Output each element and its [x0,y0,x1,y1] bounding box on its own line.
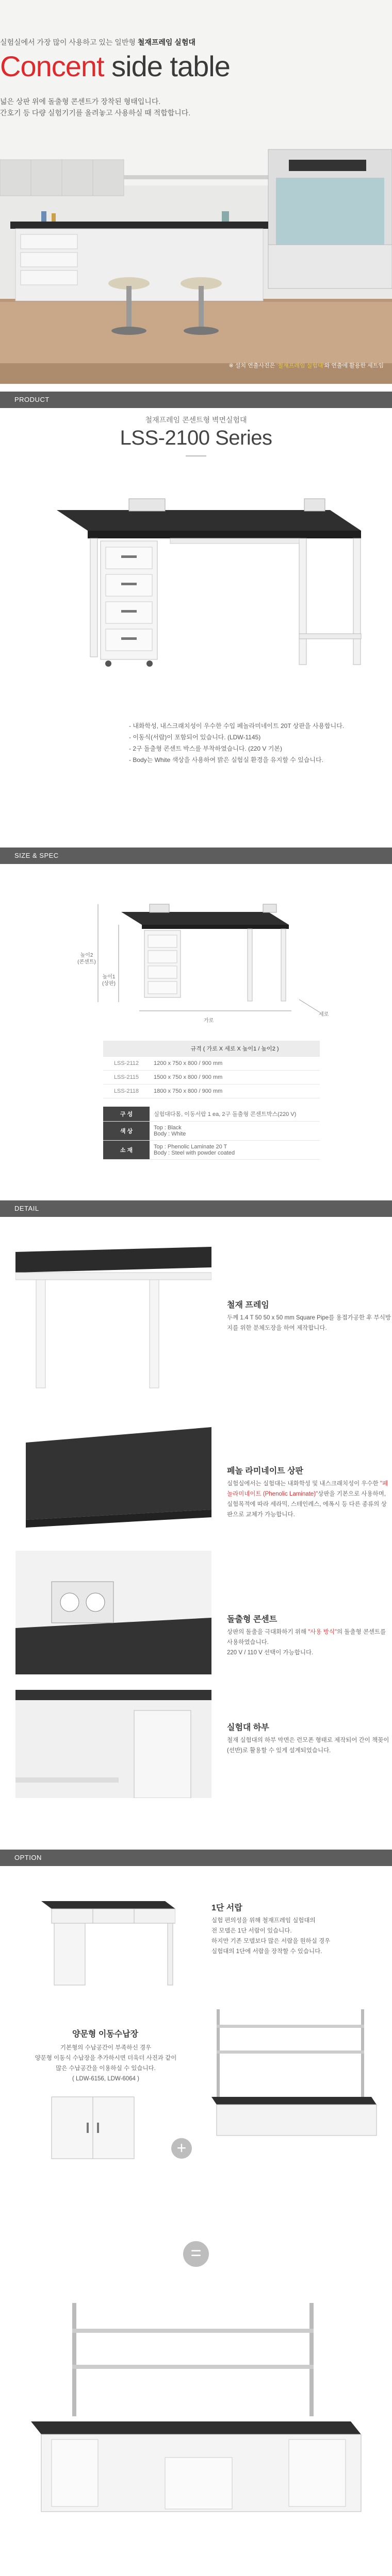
model-size: 1800 x 750 x 800 / 900 mm [150,1084,320,1098]
section-bar-detail: DETAIL [0,1200,392,1217]
table-row [103,1141,320,1160]
equals-symbol: = [183,2241,209,2267]
option-reagent-rack-image [206,2004,382,2138]
spec-info-table [103,1107,320,1160]
detail-title-outlet: 돌출형 콘센트 [227,1615,277,1624]
spec-size-table [103,1041,320,1098]
detail-top-image [15,1412,211,1530]
table-row [103,1122,320,1141]
detail-text-outlet [227,1627,392,1658]
section-bar-option: OPTION [0,1850,392,1866]
option-text-cabinet: 기본형의 수납공간이 부족하신 경우 양문형 이동식 수납장을 추가하시면 더욱더 사진과 같이 많은 수납공간을 이용하실 수 있습니다. ( LDW-6156, LDW-6064 ) [35,2045,177,2082]
detail-text-part: 의 돌출형 콘센트를 사용하였습니다. 220 V / 110 V 선택이 가능합니다. [227,1629,386,1656]
spec-info-value: Top : Phenolic Laminate 20 T Body : Steel with powder coated [150,1141,320,1160]
hero-note-suffix: 와 연출에 활용한 세트임 [324,363,384,369]
option-title-cabinet: 양문형 이동수납장 [72,2030,139,2039]
spec-table-header [103,1041,320,1057]
detail-text-lower: 철재 실험대의 하부 막면은 런모폰 형태로 제작되어 간이 책꽂이(선반)로 활용할 수 있게 설계되었습니다. [227,1737,389,1754]
hero-kicker-prefix: 실험실에서 가장 많이 사용하고 있는 일반형 [0,38,138,46]
hero-kicker-bold: 철재프레임 실험대 [137,38,195,46]
hero-note-highlight: '철재프레임 실험대' [276,363,324,369]
spec-info-value: Top : Black Body : White [150,1122,320,1141]
spec-info-label: 소 재 [103,1141,150,1160]
option-drawer-image [31,1886,175,1989]
detail-title-lower: 실험대 하부 [227,1723,269,1732]
hero-sub-line1: 넓은 상판 위에 돌출형 콘센트가 장착된 형태입니다. [0,97,161,106]
detail-text-part: 상판의 돌출을 극대화하기 위해 [227,1629,308,1635]
detail-frame-image [15,1236,211,1391]
hero-photo-note [229,361,384,369]
product-subtitle: 철재프레임 콘센트형 벽면실험대 [145,416,247,424]
table-row [103,1107,320,1122]
model-code: LSS-2118 [103,1084,150,1098]
hero-note-prefix: ※ 설치 연출사진은 [228,363,277,369]
detail-text-part: 상판을 기본으로 사용하며, 실험목적에 따라 세라믹, 스테인레스, 에폭시 등 다른 종류의 상판으로 교체가 가능합니다. [227,1491,387,1518]
option-title-drawer: 1단 서랍 [211,1904,242,1912]
section-bar-product: PRODUCT [0,392,392,408]
model-size: 1500 x 750 x 800 / 900 mm [150,1071,320,1084]
hero-title [0,49,392,83]
product-description [129,720,377,766]
product-title: LSS-2100 Series [120,427,272,449]
detail-outlet-image [15,1551,211,1674]
option-text-drawer: 실험 편의성을 위해 철재프레임 실험대의 전 모델은 1단 서랍이 있습니다. 하지만 기존 모델보다 많은 서랍을 원하실 경우 실험대의 1단에 서랍을 장착할 수 있습니다. [211,1918,331,1955]
dim-width-label: 가로 [204,1018,214,1024]
hero-section [0,0,392,384]
hero-sub-line2: 간호기 등 다량 실험기기를 올려놓고 사용하실 때 적합합니다. [0,109,191,117]
spec-info-value: 실험대다몸, 이동서랍 1 ea, 2구 돌출형 콘센트박스(220 V) [150,1107,320,1122]
table-row [103,1057,320,1071]
spec-info-label: 구 성 [103,1107,150,1122]
detail-text-highlight: "사용 방식" [308,1629,337,1635]
detail-text-part: 실험실에서는 실험대는 내화학성 및 내스크래치성이 우수한 [227,1481,380,1487]
hero-kicker [0,37,392,47]
section-bar-spec: SIZE & SPEC [0,848,392,864]
model-size: 1200 x 750 x 800 / 900 mm [150,1057,320,1071]
option-combined-setup-image [21,2293,371,2519]
detail-lower-image [15,1690,211,1798]
product-bench-image [0,464,392,706]
table-row [103,1071,320,1084]
detail-text-frame: 두께 1.4 T 50 50 x 50 mm Square Pipe를 용접가공한 후 부식방지를 위한 분체도장을 하여 제작합니다. [227,1315,391,1331]
laboratory-scene-image [0,129,392,384]
dimension-diagram [0,876,392,1030]
model-code: LSS-2112 [103,1057,150,1071]
product-desc-line: - 2구 돌출형 콘센트 박스를 부착하였습니다. (220 V 기본) [129,745,282,752]
hero-title-red: Concent [0,50,104,82]
option-cabinet-image [41,2092,144,2169]
dim-height1-label: 높이1 (상판) [102,974,116,987]
hero-subtitle [0,96,392,118]
table-row [103,1084,320,1098]
detail-text-top [227,1479,392,1520]
spec-info-label: 색 상 [103,1122,150,1141]
title-divider [186,455,206,456]
dim-depth-label: 세로 [319,1012,329,1018]
product-desc-line: - 이동식(서랍)이 포함되어 있습니다. (LDW-1145) [129,734,261,741]
spec-header-cell: 규격 ( 가로 X 세로 X 높이1 / 높이2 ) [150,1041,320,1057]
product-desc-line: - 내화학성, 내스크래치성이 우수한 수입 페놀라미네이트 20T 상판을 사용합니다. [129,722,345,730]
dim-height2-label: 높이2 (콘센트) [77,953,96,965]
product-desc-line: - Body는 White 색상을 사용하여 밝은 실험실 환경을 유지할 수 있습니다. [129,756,323,764]
detail-title-frame: 철재 프레임 [227,1301,269,1310]
detail-text-highlight: "페놀라미네이트 (Phenolic Laminate)" [227,1481,388,1497]
plus-symbol: + [171,2138,192,2159]
model-code: LSS-2115 [103,1071,150,1084]
spec-header-cell [103,1041,150,1057]
detail-title-top: 페놀 라미네이트 상판 [227,1467,303,1476]
hero-title-dark: side table [104,50,230,82]
